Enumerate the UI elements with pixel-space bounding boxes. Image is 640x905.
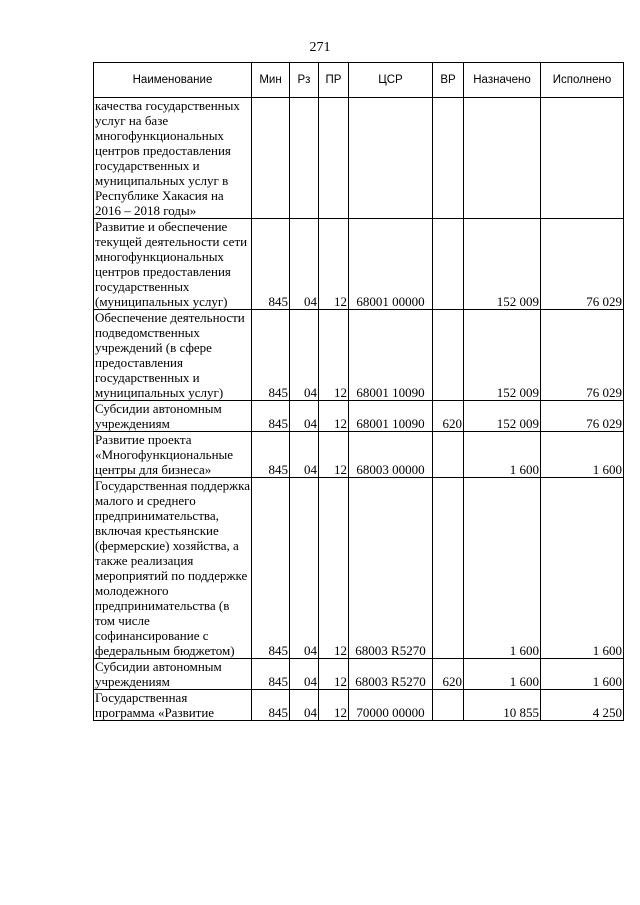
row-vr: 620 bbox=[433, 659, 464, 690]
row-min: 845 bbox=[252, 310, 290, 401]
row-csr: 70000 00000 bbox=[349, 690, 433, 721]
row-assigned: 1 600 bbox=[464, 659, 541, 690]
table-row bbox=[94, 690, 624, 721]
row-executed: 1 600 bbox=[541, 659, 624, 690]
row-assigned bbox=[464, 98, 541, 219]
row-pr: 12 bbox=[319, 310, 349, 401]
row-pr: 12 bbox=[319, 401, 349, 432]
row-name: Субсидии автономным учреждениям bbox=[94, 401, 252, 432]
row-assigned: 1 600 bbox=[464, 478, 541, 659]
row-pr: 12 bbox=[319, 432, 349, 478]
row-vr bbox=[433, 478, 464, 659]
row-min bbox=[252, 98, 290, 219]
table-row bbox=[94, 401, 624, 432]
row-executed: 76 029 bbox=[541, 401, 624, 432]
row-pr: 12 bbox=[319, 659, 349, 690]
row-csr: 68003 R5270 bbox=[349, 659, 433, 690]
row-pr: 12 bbox=[319, 690, 349, 721]
row-assigned: 10 855 bbox=[464, 690, 541, 721]
row-csr bbox=[349, 98, 433, 219]
table-row bbox=[94, 98, 624, 219]
row-rz: 04 bbox=[290, 690, 319, 721]
col-header-min: Мин bbox=[252, 63, 290, 98]
col-header-name: Наименование bbox=[94, 63, 252, 98]
row-assigned: 1 600 bbox=[464, 432, 541, 478]
row-vr bbox=[433, 98, 464, 219]
row-assigned: 152 009 bbox=[464, 219, 541, 310]
row-vr bbox=[433, 310, 464, 401]
budget-table bbox=[93, 62, 624, 721]
row-pr bbox=[319, 98, 349, 219]
row-pr: 12 bbox=[319, 219, 349, 310]
row-csr: 68001 10090 bbox=[349, 310, 433, 401]
row-rz: 04 bbox=[290, 310, 319, 401]
row-min: 845 bbox=[252, 219, 290, 310]
table-row bbox=[94, 478, 624, 659]
row-name: Государственная поддержка малого и среднего предпринимательства, включая крестьянские (фермерские) хозяйства, а также реализация мероприятий по поддержке молодежного предпринимательства (в том числе софинансирование с федеральным бюджетом) bbox=[95, 478, 251, 658]
col-header-pr: ПР bbox=[319, 63, 349, 98]
row-pr: 12 bbox=[319, 478, 349, 659]
page-number: 271 bbox=[309, 40, 331, 55]
row-executed bbox=[541, 98, 624, 219]
row-name: Обеспечение деятельности подведомственных учреждений (в сфере предоставления государственных и муниципальных услуг) bbox=[94, 310, 252, 401]
row-vr bbox=[433, 432, 464, 478]
row-csr: 68001 10090 bbox=[349, 401, 433, 432]
row-rz: 04 bbox=[290, 401, 319, 432]
row-min: 845 bbox=[252, 432, 290, 478]
row-min: 845 bbox=[252, 690, 290, 721]
col-header-vr: ВР bbox=[433, 63, 464, 98]
table-row bbox=[94, 310, 624, 401]
table-row bbox=[94, 432, 624, 478]
table-row bbox=[94, 659, 624, 690]
row-name: Государственная программа «Развитие bbox=[94, 690, 252, 721]
table-header-row bbox=[94, 63, 624, 98]
col-header-csr: ЦСР bbox=[349, 63, 433, 98]
row-csr: 68003 00000 bbox=[349, 432, 433, 478]
row-name: качества государственных услуг на базе многофункциональных центров предоставления государственных и муниципальных услуг в Республике Хакасия на 2016 – 2018 годы» bbox=[94, 98, 252, 219]
col-header-executed: Исполнено bbox=[541, 63, 624, 98]
row-vr bbox=[433, 219, 464, 310]
row-vr bbox=[433, 690, 464, 721]
row-vr: 620 bbox=[433, 401, 464, 432]
row-min: 845 bbox=[252, 401, 290, 432]
row-executed: 1 600 bbox=[541, 478, 624, 659]
row-name: Развитие и обеспечение текущей деятельности сети многофункциональных центров предоставления государственных (муниципальных услуг) bbox=[94, 219, 252, 310]
col-header-assigned: Назначено bbox=[464, 63, 541, 98]
row-rz: 04 bbox=[290, 478, 319, 659]
row-rz: 04 bbox=[290, 432, 319, 478]
table-row bbox=[94, 219, 624, 310]
row-rz bbox=[290, 98, 319, 219]
row-assigned: 152 009 bbox=[464, 310, 541, 401]
row-name: Развитие проекта «Многофункциональные центры для бизнеса» bbox=[94, 432, 252, 478]
row-executed: 4 250 bbox=[541, 690, 624, 721]
row-assigned: 152 009 bbox=[464, 401, 541, 432]
row-min: 845 bbox=[252, 659, 290, 690]
row-executed: 76 029 bbox=[541, 219, 624, 310]
row-csr: 68001 00000 bbox=[349, 219, 433, 310]
row-executed: 1 600 bbox=[541, 432, 624, 478]
row-min: 845 bbox=[252, 478, 290, 659]
row-name: Субсидии автономным учреждениям bbox=[94, 659, 252, 690]
col-header-rz: Рз bbox=[290, 63, 319, 98]
row-executed: 76 029 bbox=[541, 310, 624, 401]
row-rz: 04 bbox=[290, 219, 319, 310]
row-csr: 68003 R5270 bbox=[349, 478, 433, 659]
row-rz: 04 bbox=[290, 659, 319, 690]
